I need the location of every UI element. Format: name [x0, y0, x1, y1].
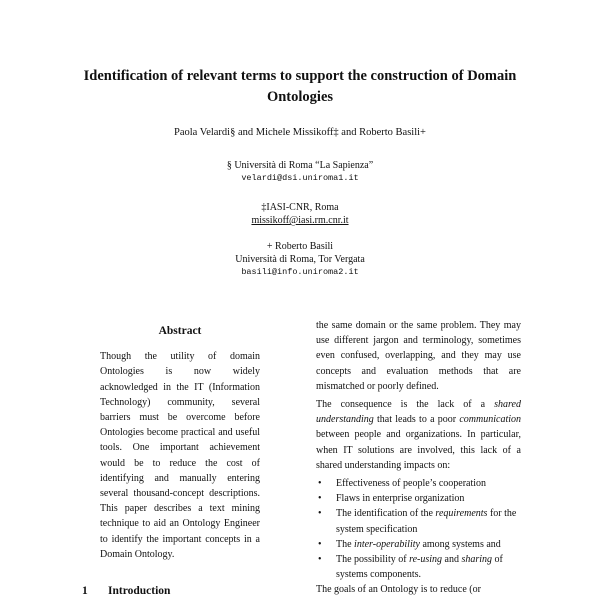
paper-title: Identification of relevant terms to support the construction of Domain Ontologies	[83, 68, 517, 105]
text-run: that leads to a poor	[373, 414, 460, 426]
affiliation-name: § Università di Roma “La Sapienza”	[226, 160, 374, 171]
list-item	[316, 552, 521, 582]
italic-term: sharing	[461, 554, 493, 566]
bullet-list	[316, 476, 521, 582]
section-number: 1	[82, 585, 88, 597]
abstract-heading: Abstract	[158, 325, 202, 337]
list-item-text: The identification of the	[336, 508, 436, 520]
text-run: between people and organizations. In particular, when IT solutions are involved, this lack of a shared understanding impacts on:	[316, 429, 521, 471]
list-item-text: The possibility of	[336, 554, 410, 566]
affiliation-institution: Università di Roma, Tor Vergata	[235, 254, 365, 265]
bullet-icon: •	[318, 508, 322, 520]
italic-term: inter-operability	[354, 538, 420, 550]
body-paragraph	[316, 397, 521, 473]
affiliation-name: + Roberto Basili	[266, 241, 334, 252]
author-email[interactable]: missikoff@iasi.rm.cnr.it	[251, 215, 349, 226]
author-email[interactable]: velardi@dsi.uniroma1.it	[241, 173, 359, 183]
list-item	[316, 506, 521, 536]
list-item-text: and	[442, 554, 462, 566]
bullet-icon: •	[318, 538, 322, 550]
bullet-icon: •	[318, 493, 322, 505]
abstract-section	[100, 324, 260, 562]
affiliation-name: ‡IASI-CNR, Roma	[261, 202, 339, 213]
italic-term: communication	[459, 414, 521, 426]
body-paragraph: The goals of an Ontology is to reduce (or	[316, 584, 481, 596]
list-item-text: of systems components.	[336, 554, 503, 581]
bullet-icon: •	[318, 478, 322, 490]
affiliation-2	[0, 201, 600, 227]
list-item-text: The	[336, 538, 355, 550]
abstract-text: Though the utility of domain Ontologies is now widely acknowledged in the IT (Information Technology) community, several barriers must be overcome before Ontologies become practical and useful tools. One important achievement would be to reduce the cost of identifying and manually entering several thousand-concept descriptions. This paper describes a text mining technique to aid an Ontology Engineer to identify the important concepts in a Domain Ontology.	[100, 351, 260, 560]
affiliation-1	[0, 159, 600, 185]
list-item	[316, 537, 521, 552]
bullet-icon: •	[318, 554, 322, 566]
affiliation-3	[0, 240, 600, 279]
italic-term: requirements	[435, 508, 488, 520]
list-item-text: among systems and	[419, 538, 501, 550]
introduction-heading	[82, 585, 170, 597]
text-run: The consequence is the lack of a	[316, 399, 495, 411]
list-item-text: for the system specification	[336, 508, 517, 535]
list-item-text: Effectiveness of people’s cooperation	[336, 478, 487, 490]
author-list: Paola Velardi§ and Michele Missikoff‡ and Roberto Basili+	[174, 127, 426, 138]
italic-term: shared understanding	[316, 399, 521, 426]
italic-term: re-using	[409, 554, 443, 566]
right-column	[316, 318, 521, 601]
section-title: Introduction	[108, 585, 171, 597]
author-email[interactable]: basili@info.uniroma2.it	[241, 267, 359, 277]
list-item	[316, 491, 521, 506]
list-item-text: Flaws in enterprise organization	[336, 493, 465, 505]
list-item	[316, 476, 521, 491]
body-paragraph: the same domain or the same problem. They may use different jargon and terminology, sometimes even confused, overlapping, and they may use concepts and evaluation methods that are mismatched or poorly defined.	[316, 320, 521, 392]
